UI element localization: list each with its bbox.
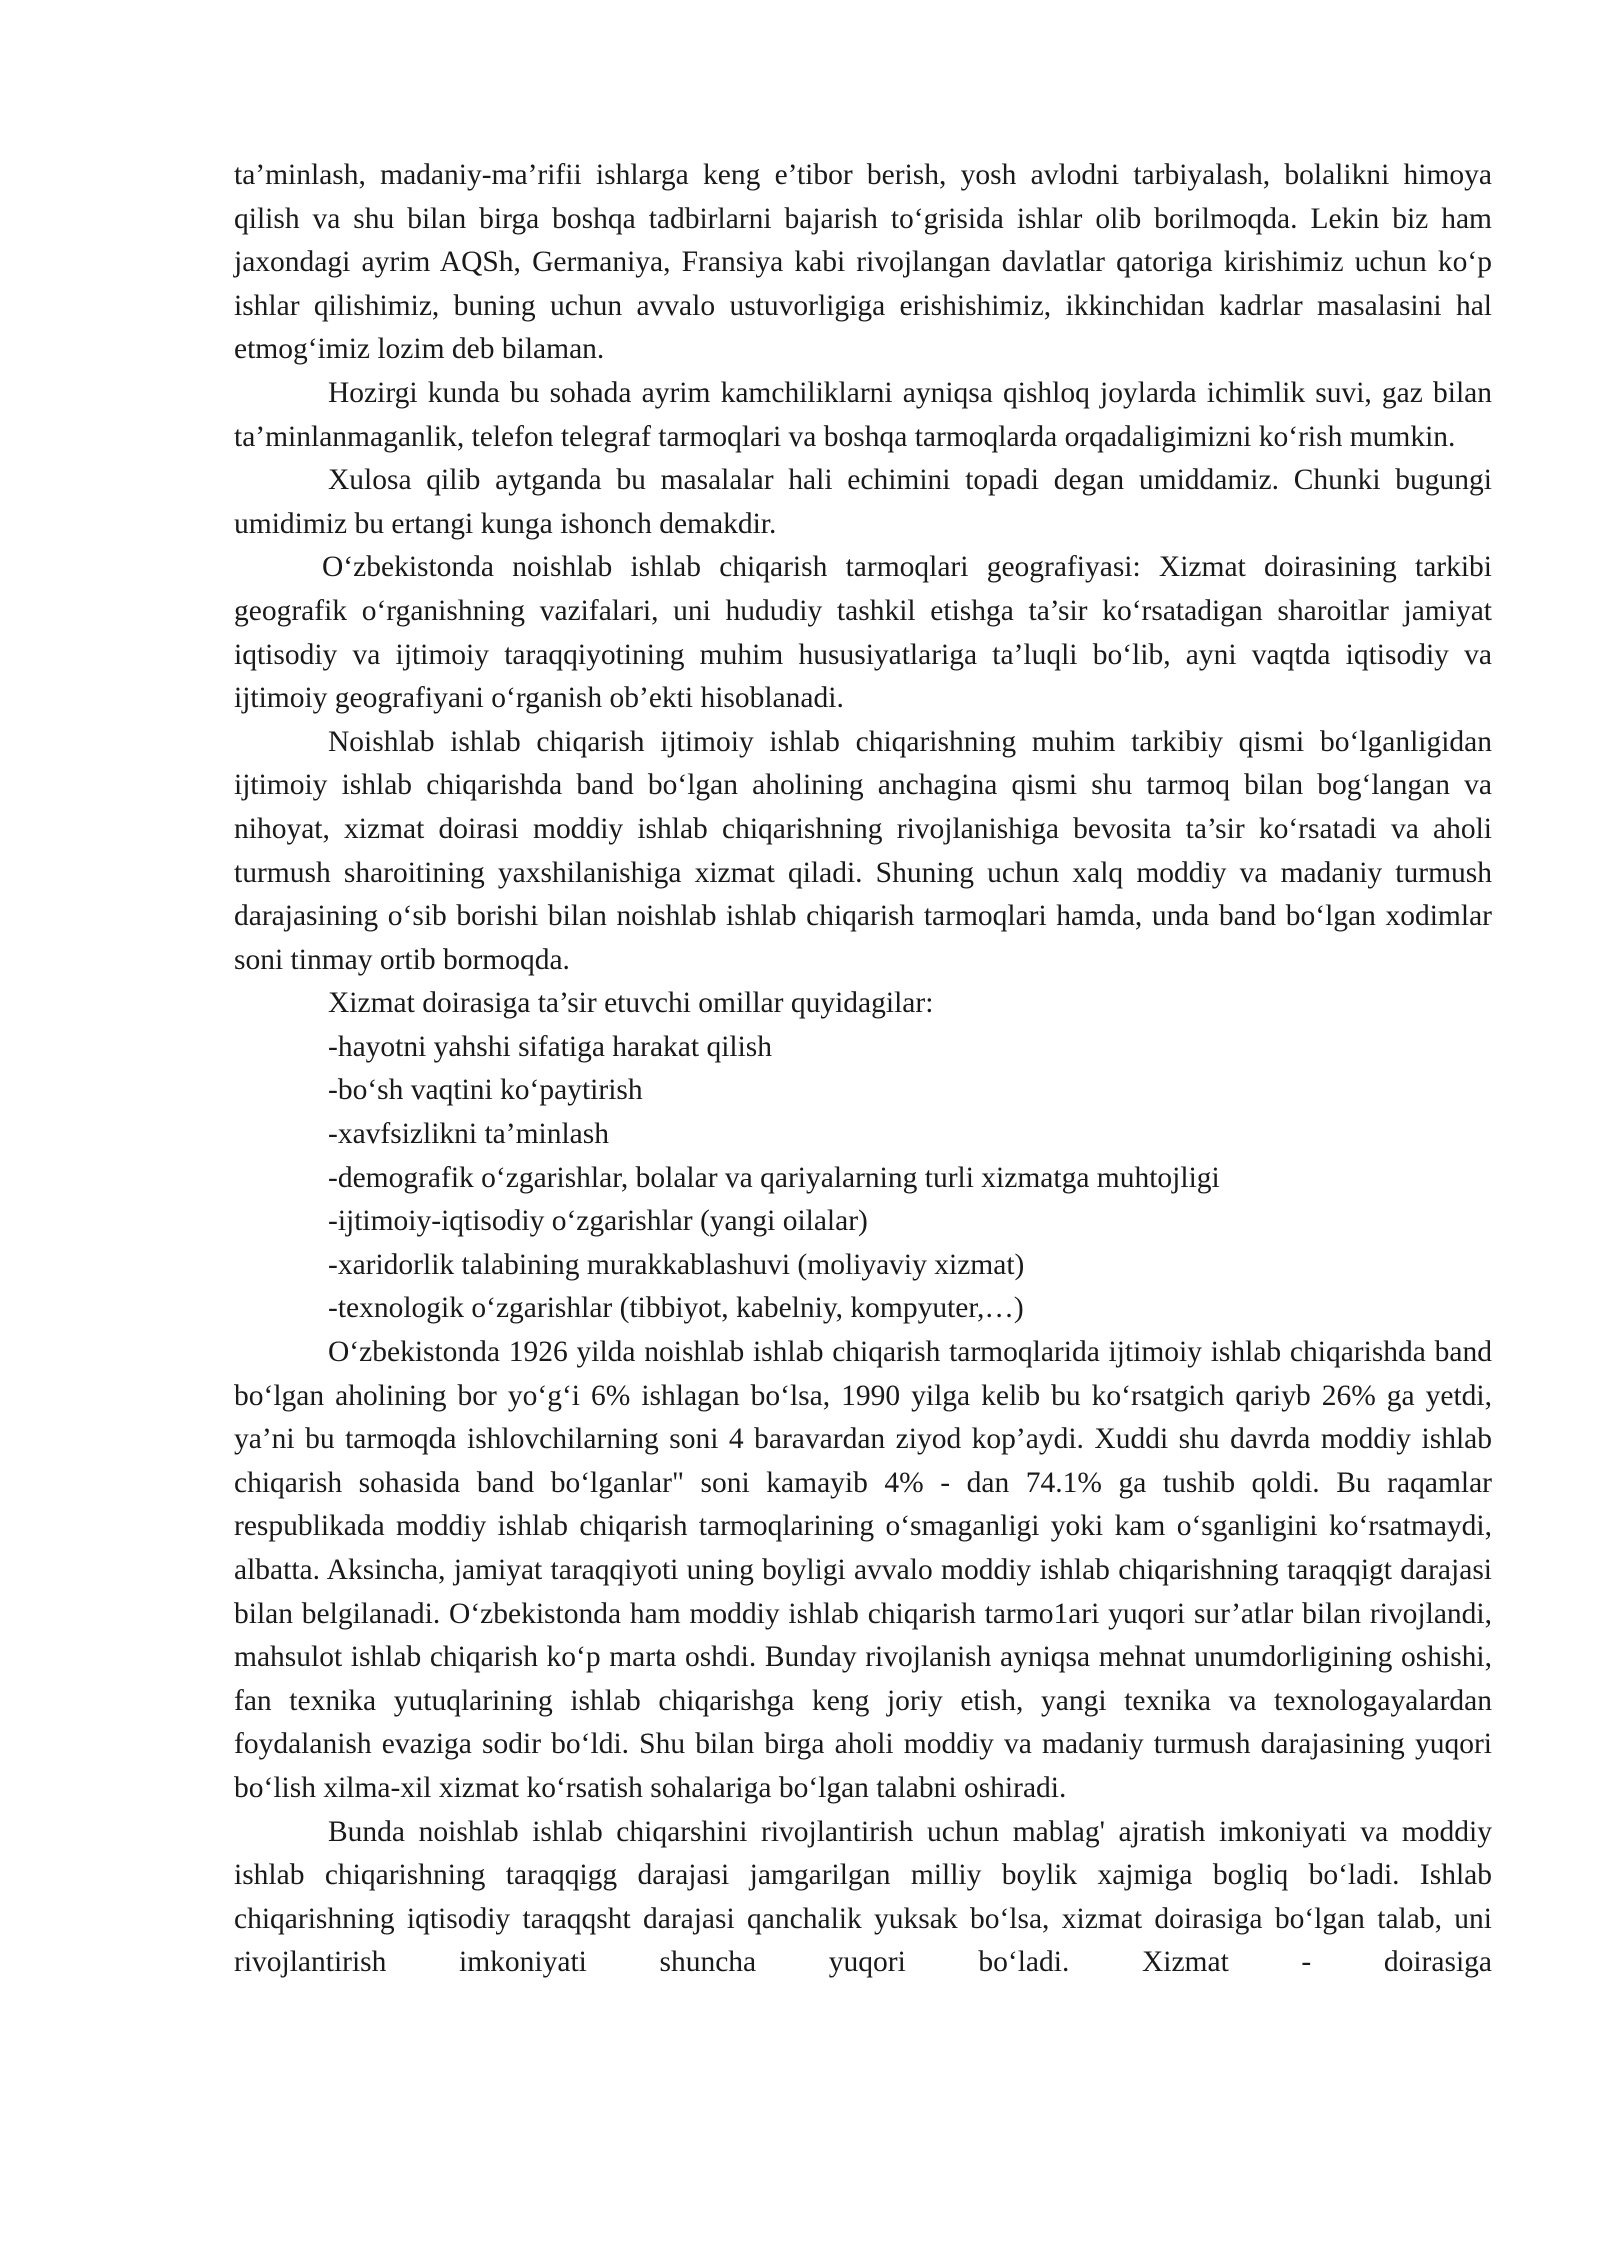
document-page <box>234 154 1492 1985</box>
paragraph-4: O‘zbekistonda noishlab ishlab chiqarish tarmoqlari geografiyasi: Xizmat doirasining tarkibi geografik o‘rganishning vazifalari, uni hududiy tashkil etishga ta’sir ko‘rsatadigan sharoitlar jamiyat iqtisodiy va ijtimoiy taraqqiyotining muhim hususiyatlariga ta’luqli bo‘lib, ayni vaqtda iqtisodiy va ijtimoiy geografiyani o‘rganish ob’ekti hisoblanadi. <box>234 551 1492 715</box>
list-item: -demografik o‘zgarishlar, bolalar va qariyalarning turli xizmatga muhtojligi <box>328 1161 1220 1194</box>
list-item: -ijtimoiy-iqtisodiy o‘zgarishlar (yangi oilalar) <box>328 1205 868 1238</box>
list-item: -xaridorlik talabining murakkablashuvi (moliyaviy xizmat) <box>328 1248 1025 1281</box>
paragraph-8: Bunda noishlab ishlab chiqarshini rivojlantirish uchun mablag' ajratish imkoniyati va moddiy ishlab chiqarishning taraqqigg darajasi jamgarilgan milliy boylik xajmiga bogliq bo‘ladi. Ishlab chiqarishning iqtisodiy taraqqsht darajasi qanchalik yuksak bo‘lsa, xizmat doirasiga bo‘lgan talab, uni rivojlantirish imkoniyati shuncha yuqori bo‘ladi. Xizmat - doirasiga <box>234 1815 1492 1979</box>
list-item: -texnologik o‘zgarishlar (tibbiyot, kabelniy, kompyuter,…) <box>328 1292 1024 1325</box>
factors-intro: Xizmat doirasiga ta’sir etuvchi omillar quyidagilar: <box>328 987 934 1020</box>
factors-list <box>234 1026 1492 1331</box>
paragraph-3: Xulosa qilib aytganda bu masalalar hali echimini topadi degan umiddamiz. Chunki bugungi umidimiz bu ertangi kunga ishonch demakdir. <box>234 464 1492 540</box>
paragraph-2: Hozirgi kunda bu sohada ayrim kamchiliklarni ayniqsa qishloq joylarda ichimlik suvi, gaz bilan ta’minlanmaganlik, telefon telegraf tarmoqlari va boshqa tarmoqlarda orqadaligimizni ko‘rish mumkin. <box>234 376 1492 453</box>
paragraph-7: O‘zbekistonda 1926 yilda noishlab ishlab chiqarish tarmoqlarida ijtimoiy ishlab chiqarishda band bo‘lgan aholining bor yo‘g‘i 6% ishlagan bo‘lsa, 1990 yilga kelib bu ko‘rsatgich qariyb 26% ga yetdi, ya’ni bu tarmoqda ishlovchilarning soni 4 baravardan ziyod kop’aydi. Xuddi shu davrda moddiy ishlab chiqarish sohasida band bo‘lganlar" soni kamayib 4% - dan 74.1% ga tushib qoldi. Bu raqamlar respublikada moddiy ishlab chiqarish tarmoqlarining o‘smaganligi yoki kam o‘sganligini ko‘rsatmaydi, albatta. Aksincha, jamiyat taraqqiyoti uning boyligi avvalo moddiy ishlab chiqarishning taraqqigt darajasi bilan belgilanadi. O‘zbekistonda ham moddiy ishlab chiqarish tarmo1ari yuqori sur’atlar bilan rivojlandi, mahsulot ishlab chiqarish ko‘p marta oshdi. Bunday rivojlanish ayniqsa mehnat unumdorligining oshishi, fan texnika yutuqlarining ishlab chiqarishga keng joriy etish, yangi texnika va texnologayalardan foydalanish evaziga sodir bo‘ldi. Shu bilan birga aholi moddiy va madaniy turmush darajasining yuqori bo‘lish xilma-xil xizmat ko‘rsatish sohalariga bo‘lgan talabni oshiradi. <box>234 1336 1492 1804</box>
list-item: -xavfsizlikni ta’minlash <box>328 1118 609 1151</box>
list-item: -bo‘sh vaqtini ko‘paytirish <box>328 1074 643 1107</box>
paragraph-5: Noishlab ishlab chiqarish ijtimoiy ishlab chiqarishning muhim tarkibiy qismi bo‘lganligidan ijtimoiy ishlab chiqarishda band bo‘lgan aholining anchagina qismi shu tarmoq bilan bog‘langan va nihoyat, xizmat doirasi moddiy ishlab chiqarishning rivojlanishiga bevosita ta’sir ko‘rsatadi va aholi turmush sharoitining yaxshilanishiga xizmat qiladi. Shuning uchun xalq moddiy va madaniy turmush darajasining o‘sib borishi bilan noishlab ishlab chiqarish tarmoqlari hamda, unda band bo‘lgan xodimlar soni tinmay ortib bormoqda. <box>234 725 1492 976</box>
list-item: -hayotni yahshi sifatiga harakat qilish <box>328 1030 773 1063</box>
paragraph-1: ta’minlash, madaniy-ma’rifii ishlarga keng e’tibor berish, yosh avlodni tarbiyalash, bolalikni himoya qilish va shu bilan birga boshqa tadbirlarni bajarish to‘grisida ishlar olib borilmoqda. Lekin biz ham jaxondagi ayrim AQSh, Germaniya, Fransiya kabi rivojlangan davlatlar qatoriga kirishimiz uchun ko‘p ishlar qilishimiz, buning uchun avvalo ustuvorligiga erishishimiz, ikkinchidan kadrlar masalasini hal etmog‘imiz lozim deb bilaman. <box>234 159 1492 366</box>
